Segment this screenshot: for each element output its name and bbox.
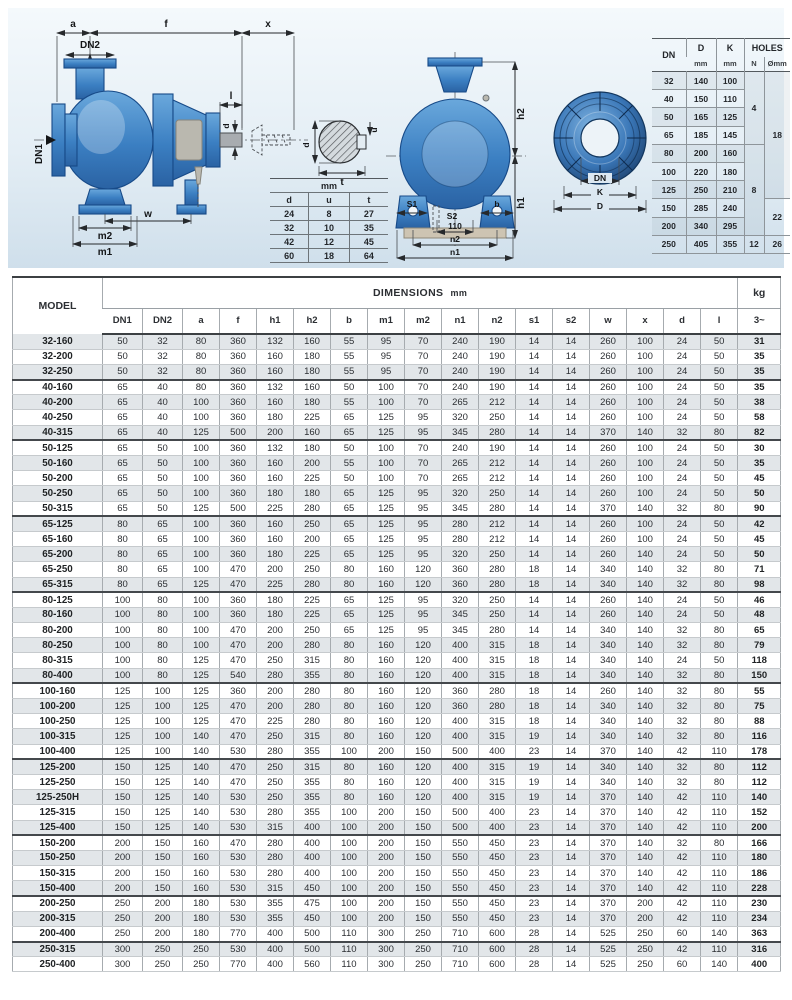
kg-cell: 35: [738, 349, 781, 364]
kg-cell: 58: [738, 410, 781, 425]
table-row: 40-250 65 40 100 360 180 225 65 125 95 320 250 14 14 260 100 24 50 58: [13, 410, 781, 425]
kg-cell: 178: [738, 744, 781, 759]
col-n1: n1: [442, 308, 479, 334]
model-cell: 50-315: [13, 501, 103, 516]
table-row: 250-315 300 250 250 530 400 500 110 300 250 710 600 28 14 525 250 42 110 316: [13, 942, 781, 957]
table-row: 150-400 200 150 160 530 315 450 100 200 150 550 450 23 14 370 140 42 110 228: [13, 881, 781, 896]
kg-cell: 30: [738, 440, 781, 455]
model-cell: 80-400: [13, 668, 103, 683]
svg-text:a: a: [70, 19, 76, 30]
table-row: 50-315 65 50 125 500 225 280 65 125 95 345 280 14 14 370 140 32 80 90: [13, 501, 781, 516]
table-row: 150-200 200 150 160 470 280 400 100 200 150 550 450 23 14 370 140 32 80 166: [13, 835, 781, 850]
model-cell: 150-250: [13, 850, 103, 865]
model-cell: 80-315: [13, 653, 103, 668]
model-cell: 100-200: [13, 699, 103, 714]
flange-table-row: 65 185 145: [652, 126, 790, 144]
kg-cell: 200: [738, 820, 781, 835]
table-row: 100-200 125 100 125 470 200 280 80 160 120 360 280 18 14 340 140 32 80 75: [13, 699, 781, 714]
table-row: 65-160 80 65 100 360 160 200 65 125 95 280 212 14 14 260 100 24 50 45: [13, 531, 781, 546]
table-row: 32-250 50 32 80 360 160 180 55 95 70 240 190 14 14 260 100 24 50 35: [13, 364, 781, 379]
model-cell: 250-315: [13, 942, 103, 957]
table-row: 65-315 80 65 125 470 225 280 80 160 120 360 280 18 14 340 140 32 80 98: [13, 577, 781, 592]
table-row: 125-400 150 125 140 530 315 400 100 200 150 500 400 23 14 370 140 42 110 200: [13, 820, 781, 835]
kg-cell: 363: [738, 926, 781, 941]
flange-table-row: 125 250 210: [652, 181, 790, 199]
kg-cell: 31: [738, 334, 781, 349]
technical-drawings-panel: [8, 8, 787, 268]
svg-text:DN1: DN1: [34, 143, 45, 165]
shaft-table-row: 24 8 27: [270, 207, 388, 221]
table-row: 80-160 100 80 100 360 180 225 65 125 95 345 250 14 14 260 140 24 50 48: [13, 607, 781, 622]
model-cell: 200-250: [13, 896, 103, 911]
table-row: 250-400 300 250 250 770 400 560 110 300 250 710 600 28 14 525 250 60 140 400: [13, 957, 781, 972]
table-row: 80-200 100 80 100 470 200 250 65 125 95 345 280 14 14 340 140 32 80 65: [13, 623, 781, 638]
kg-cell: 98: [738, 577, 781, 592]
kg-cell: 48: [738, 607, 781, 622]
col-f: f: [220, 308, 257, 334]
table-row: 50-125 65 50 100 360 132 180 50 100 70 240 190 14 14 260 100 24 50 30: [13, 440, 781, 455]
table-row: 80-400 100 80 125 540 280 355 80 160 120 400 315 18 14 340 140 32 80 150: [13, 668, 781, 683]
kg-cell: 75: [738, 699, 781, 714]
table-row: 100-315 125 100 140 470 250 315 80 160 120 400 315 19 14 340 140 32 80 116: [13, 729, 781, 744]
svg-text:h2: h2: [516, 108, 527, 120]
table-row: 125-200 150 125 140 470 250 315 80 160 120 400 315 19 14 340 140 32 80 112: [13, 759, 781, 774]
model-cell: 250-400: [13, 957, 103, 972]
col-h2: h2: [294, 308, 331, 334]
kg-cell: 90: [738, 501, 781, 516]
flange-table-row: 150 285 240 22: [652, 199, 790, 217]
col-s2: s2: [553, 308, 590, 334]
model-cell: 80-125: [13, 592, 103, 607]
kg-cell: 35: [738, 380, 781, 395]
column-header-row: [13, 308, 781, 334]
kg-cell: 50: [738, 547, 781, 562]
col-h1: h1: [257, 308, 294, 334]
svg-text:u: u: [369, 127, 379, 133]
table-row: 100-160 125 100 125 360 200 280 80 160 120 360 280 18 14 260 140 32 80 55: [13, 683, 781, 698]
kg-cell: 50: [738, 486, 781, 501]
flange-table-row: 32 140 100 4 18: [652, 72, 790, 90]
flange-table-subheader: mm mm N Ømm: [652, 57, 790, 72]
pump-side-view-drawing: [34, 19, 308, 258]
shaft-table-row: 60 18 64: [270, 249, 388, 263]
table-row: 50-160 65 50 100 360 160 200 55 100 70 265 212 14 14 260 100 24 50 35: [13, 456, 781, 471]
model-cell: 65-160: [13, 531, 103, 546]
flange-table-row: 50 165 125: [652, 108, 790, 126]
col-b: b: [331, 308, 368, 334]
flange-table-row: 250 405 355 12 26: [652, 235, 790, 253]
model-header: MODEL: [38, 300, 77, 312]
kg-cell: 46: [738, 592, 781, 607]
kg-cell: 55: [738, 683, 781, 698]
table-row: 200-250 250 200 180 530 355 475 100 200 150 550 450 23 14 370 200 42 110 230: [13, 896, 781, 911]
model-cell: 65-200: [13, 547, 103, 562]
kg-cell: 45: [738, 531, 781, 546]
svg-text:h1: h1: [516, 197, 527, 209]
col-w: w: [590, 308, 627, 334]
svg-text:d: d: [221, 123, 231, 129]
kg-cell: 116: [738, 729, 781, 744]
flange-dims-table: [652, 38, 790, 254]
svg-text:K: K: [596, 187, 604, 197]
model-cell: 200-400: [13, 926, 103, 941]
table-row: 40-315 65 40 125 500 200 160 65 125 95 345 280 14 14 370 140 32 80 82: [13, 425, 781, 440]
col-d: d: [664, 308, 701, 334]
svg-text:x: x: [265, 19, 271, 30]
dimensions-table-body: [13, 334, 781, 972]
table-row: 125-315 150 125 140 530 280 355 100 200 150 500 400 23 14 370 140 42 110 152: [13, 805, 781, 820]
kg-cell: 35: [738, 456, 781, 471]
flange-table-row: 200 340 295: [652, 217, 790, 235]
kg-subheader: 3~: [738, 308, 781, 334]
kg-cell: 82: [738, 425, 781, 440]
table-row: 50-250 65 50 100 360 180 180 65 125 95 320 250 14 14 260 100 24 50 50: [13, 486, 781, 501]
svg-text:DN2: DN2: [79, 40, 101, 51]
svg-text:S2: S2: [446, 211, 458, 221]
kg-cell: 186: [738, 866, 781, 881]
model-cell: 100-160: [13, 683, 103, 698]
flange-table-header: [652, 39, 790, 57]
model-cell: 65-125: [13, 516, 103, 531]
holes-n-cell: 12: [744, 235, 764, 253]
pump-front-view-drawing: [386, 52, 527, 258]
svg-text:n1: n1: [450, 247, 460, 257]
model-cell: 50-125: [13, 440, 103, 455]
table-row: 80-315 100 80 125 470 250 315 80 160 120 400 315 18 14 340 140 24 50 118: [13, 653, 781, 668]
kg-cell: 71: [738, 562, 781, 577]
table-header-row: [13, 277, 781, 308]
col-dn2: DN2: [143, 308, 183, 334]
svg-text:D: D: [596, 201, 604, 211]
svg-text:n2: n2: [450, 234, 460, 244]
table-row: 80-250 100 80 100 470 200 280 80 160 120 400 315 18 14 340 140 32 80 79: [13, 638, 781, 653]
kg-cell: 230: [738, 896, 781, 911]
model-cell: 125-200: [13, 759, 103, 774]
model-cell: 32-250: [13, 364, 103, 379]
table-row: 40-200 65 40 100 360 160 180 55 100 70 265 212 14 14 260 100 24 50 38: [13, 395, 781, 410]
flange-col-dn: DN: [662, 50, 676, 60]
table-row: 32-200 50 32 80 360 160 180 55 95 70 240 190 14 14 260 100 24 50 35: [13, 349, 781, 364]
model-cell: 125-400: [13, 820, 103, 835]
kg-header: kg: [738, 277, 781, 308]
table-row: 65-200 80 65 100 360 180 225 65 125 95 320 250 14 14 260 140 24 50 50: [13, 547, 781, 562]
kg-cell: 79: [738, 638, 781, 653]
model-cell: 125-250: [13, 774, 103, 789]
svg-text:b: b: [494, 199, 500, 209]
kg-cell: 234: [738, 911, 781, 926]
table-row: 200-315 250 200 180 530 355 450 100 200 150 550 450 23 14 370 200 42 110 234: [13, 911, 781, 926]
flange-table-row: 100 220 180: [652, 162, 790, 180]
kg-cell: 140: [738, 790, 781, 805]
kg-cell: 42: [738, 516, 781, 531]
svg-text:DN: DN: [593, 173, 607, 183]
kg-cell: 152: [738, 805, 781, 820]
table-row: 125-250 150 125 140 470 250 355 80 160 120 400 315 19 14 340 140 32 80 112: [13, 774, 781, 789]
holes-diameter-cell: 22: [764, 199, 790, 235]
svg-text:S1: S1: [406, 199, 418, 209]
kg-cell: 88: [738, 714, 781, 729]
kg-cell: 150: [738, 668, 781, 683]
flange-col-holes: HOLES: [744, 39, 790, 57]
model-cell: 150-315: [13, 866, 103, 881]
kg-cell: 45: [738, 471, 781, 486]
model-cell: 50-200: [13, 471, 103, 486]
table-row: 150-315 200 150 160 530 280 400 100 200 150 550 450 23 14 370 140 42 110 186: [13, 866, 781, 881]
kg-cell: 180: [738, 850, 781, 865]
kg-cell: 65: [738, 623, 781, 638]
table-row: 50-200 65 50 100 360 160 225 50 100 70 265 212 14 14 260 100 24 50 45: [13, 471, 781, 486]
model-cell: 40-315: [13, 425, 103, 440]
svg-text:t: t: [340, 177, 344, 188]
svg-text:m2: m2: [97, 231, 113, 242]
svg-text:110: 110: [448, 221, 462, 231]
dimensions-table: [12, 276, 781, 972]
table-row: 65-250 80 65 100 470 200 250 80 160 120 360 280 18 14 340 140 32 80 71: [13, 562, 781, 577]
svg-text:f: f: [164, 19, 168, 30]
table-row: 40-160 65 40 80 360 132 160 50 100 70 240 190 14 14 260 100 24 50 35: [13, 380, 781, 395]
holes-n-cell: 8: [744, 144, 764, 235]
flange-table-row: 40 150 110: [652, 90, 790, 108]
model-cell: 40-200: [13, 395, 103, 410]
model-cell: 80-200: [13, 623, 103, 638]
kg-cell: 316: [738, 942, 781, 957]
model-cell: 65-250: [13, 562, 103, 577]
shaft-table-unit: mm: [270, 179, 388, 193]
kg-cell: 166: [738, 835, 781, 850]
model-cell: 65-315: [13, 577, 103, 592]
model-cell: 150-200: [13, 835, 103, 850]
kg-cell: 35: [738, 364, 781, 379]
col-l: l: [701, 308, 738, 334]
model-cell: 100-400: [13, 744, 103, 759]
col-s1: s1: [516, 308, 553, 334]
flange-table-body: [652, 72, 790, 254]
flange-col-k: K: [716, 39, 744, 57]
kg-cell: 400: [738, 957, 781, 972]
model-cell: 40-250: [13, 410, 103, 425]
kg-cell: 228: [738, 881, 781, 896]
svg-text:l: l: [229, 91, 233, 102]
svg-text:w: w: [144, 209, 152, 220]
holes-diameter-cell: 26: [764, 235, 790, 253]
col-m2: m2: [405, 308, 442, 334]
model-cell: 80-160: [13, 607, 103, 622]
model-cell: 40-160: [13, 380, 103, 395]
shaft-table-body: [270, 207, 388, 263]
flange-col-d: D: [686, 39, 716, 57]
model-cell: 150-400: [13, 881, 103, 896]
model-cell: 80-250: [13, 638, 103, 653]
kg-cell: 118: [738, 653, 781, 668]
table-row: 150-250 200 150 160 530 280 400 100 200 150 550 450 23 14 370 140 42 110 180: [13, 850, 781, 865]
holes-n-cell: 4: [744, 72, 764, 145]
col-m1: m1: [368, 308, 405, 334]
flange-table-row: 80 200 160 8: [652, 144, 790, 162]
col-x: x: [627, 308, 664, 334]
col-a: a: [183, 308, 220, 334]
shaft-table-row: 42 12 45: [270, 235, 388, 249]
model-cell: 50-160: [13, 456, 103, 471]
table-row: 100-250 125 100 125 470 225 280 80 160 120 400 315 18 14 340 140 32 80 88: [13, 714, 781, 729]
holes-diameter-cell: 18: [764, 72, 790, 199]
svg-text:m1: m1: [97, 247, 113, 258]
table-row: 32-160 50 32 80 360 132 160 55 95 70 240 190 14 14 260 100 24 50 31: [13, 334, 781, 349]
kg-cell: 112: [738, 759, 781, 774]
shaft-table-row: 32 10 35: [270, 221, 388, 235]
table-row: 100-400 125 100 140 530 280 355 100 200 150 500 400 23 14 370 140 42 110 178: [13, 744, 781, 759]
kg-cell: 38: [738, 395, 781, 410]
model-cell: 125-315: [13, 805, 103, 820]
model-cell: 125-250H: [13, 790, 103, 805]
col-n2: n2: [479, 308, 516, 334]
model-cell: 100-315: [13, 729, 103, 744]
table-row: 80-125 100 80 100 360 180 225 65 125 95 320 250 14 14 260 140 24 50 46: [13, 592, 781, 607]
model-cell: 32-200: [13, 349, 103, 364]
table-row: 65-125 80 65 100 360 160 250 65 125 95 280 212 14 14 260 100 24 50 42: [13, 516, 781, 531]
col-dn1: DN1: [103, 308, 143, 334]
shaft-dims-table: [270, 178, 388, 263]
kg-cell: 112: [738, 774, 781, 789]
table-row: 200-400 250 200 180 770 400 500 110 300 250 710 600 28 14 525 250 60 140 363: [13, 926, 781, 941]
flange-drawing: [554, 92, 646, 213]
model-cell: 32-160: [13, 334, 103, 349]
model-cell: 50-250: [13, 486, 103, 501]
dimensions-header: DIMENSIONS mm: [103, 277, 738, 308]
model-cell: 100-250: [13, 714, 103, 729]
model-cell: 200-315: [13, 911, 103, 926]
table-row: 125-250H 150 125 140 530 250 355 80 160 120 400 315 19 14 370 140 42 110 140: [13, 790, 781, 805]
svg-text:d: d: [301, 142, 311, 148]
shaft-table-columns: d u t: [270, 193, 388, 207]
